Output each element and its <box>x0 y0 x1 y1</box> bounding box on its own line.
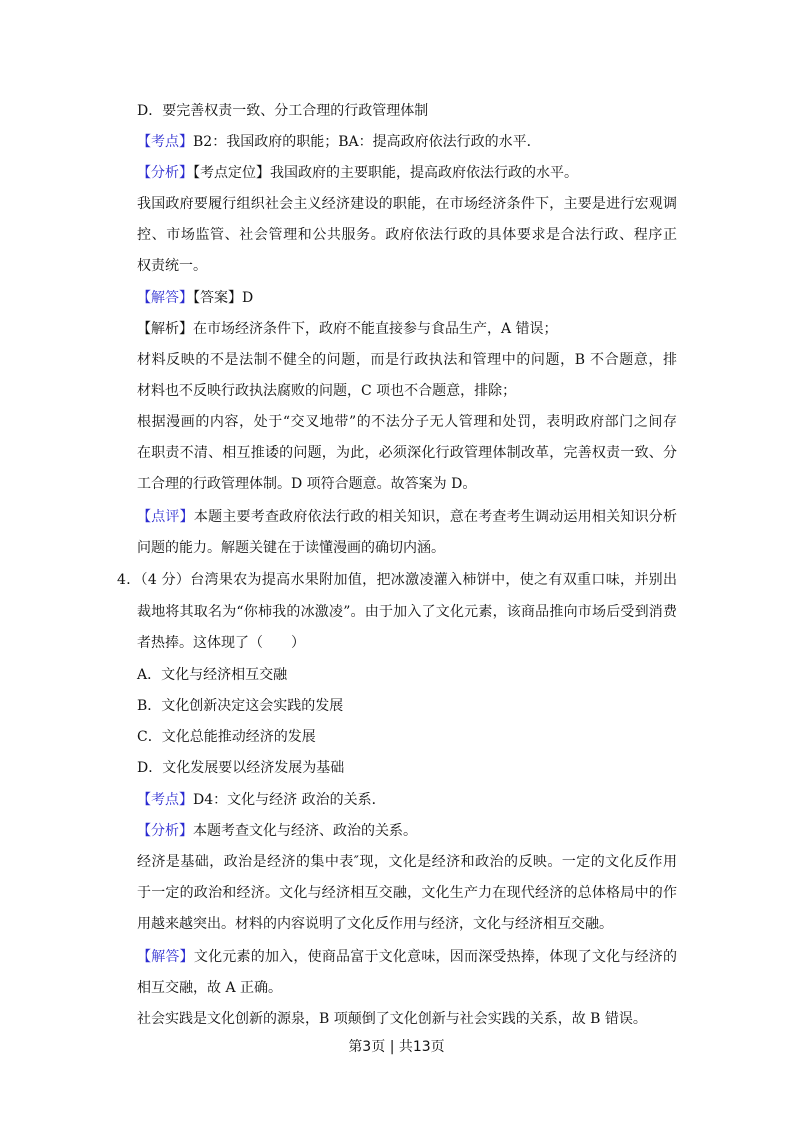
line-text: 【解析】在市场经济条件下，政府不能直接参与食品生产，A 错误； <box>137 320 558 337</box>
paragraph-line <box>137 1004 677 1035</box>
line-text: 于一定的政治和经济。文化与经济相互交融，文化生产力在现代经济的总体格局中的作 <box>137 884 677 901</box>
line-text: 本题主要考查政府依法行政的相关知识，意在考查考生调动运用相关知识分析 <box>193 508 677 525</box>
document-body <box>117 96 677 1035</box>
line-text: 根据漫画的内容，处于“交叉地带”的不法分子无人管理和处罚，表明政府部门之间存 <box>137 413 677 430</box>
paragraph-line <box>137 376 677 407</box>
fenxi-line <box>137 816 677 847</box>
line-text: 问题的能力。解题关键在于读懂漫画的确切内涵。 <box>137 539 445 556</box>
line-text: 裁地将其取名为“你柿我的冰激凌”。由于加入了文化元素，该商品推向市场后受到消费 <box>137 603 677 620</box>
line-text: D．要完善权责一致、分工合理的行政管理体制 <box>137 103 429 119</box>
line-text: 者热捧。这体现了（ ） <box>137 634 305 651</box>
line-text: 4．（4 分）台湾果农为提高水果附加值，把冰激凌灌入柿饼中，使之有双重口味，并别出 <box>117 572 677 589</box>
line-text: 材料反映的不是法制不健全的问题，而是行政执法和管理中的问题，B 不合题意，排 <box>137 351 677 368</box>
line-text: 我国政府要履行组织社会主义经济建设的职能，在市场经济条件下，主要是进行宏观调 <box>137 196 677 213</box>
paragraph-line <box>137 345 677 376</box>
kaodian-line <box>137 785 677 816</box>
paragraph-line <box>137 438 677 469</box>
line-text: 材料也不反映行政执法腐败的问题，C 项也不合题意，排除； <box>137 382 517 399</box>
line-text: D．文化发展要以经济发展为基础 <box>137 760 345 777</box>
paragraph-line <box>137 314 677 345</box>
line-text: B．文化创新决定这会实践的发展 <box>137 698 344 715</box>
line-text: 【考点定位】我国政府的主要职能，提高政府依法行政的水平。 <box>193 165 578 182</box>
paragraph-line <box>137 189 677 220</box>
paragraph-line <box>137 469 677 500</box>
paragraph-line <box>137 220 677 251</box>
line-text: C．文化总能推动经济的发展 <box>137 729 316 746</box>
jieda-line <box>137 283 677 314</box>
question-4-stem <box>117 565 677 596</box>
section-label: 【解答】 <box>137 289 193 306</box>
question-4-stem <box>137 628 677 659</box>
line-text: 【答案】D <box>193 289 254 306</box>
line-text: 在职责不清、相互推诿的问题，为此，必须深化行政管理体制改革，完善权责一致、分 <box>137 445 677 462</box>
fenxi-line <box>137 158 677 189</box>
paragraph-line <box>137 533 677 564</box>
total-pages: 共13页 <box>398 1039 445 1055</box>
line-text: D4：文化与经济 政治的关系． <box>193 791 386 808</box>
jieda-line <box>137 942 677 973</box>
section-label: 【分析】 <box>137 165 193 182</box>
line-text: B2：我国政府的职能；BA：提高政府依法行政的水平． <box>193 134 541 151</box>
line-text: 社会实践是文化创新的源泉，B 项颠倒了文化创新与社会实践的关系，故 B 错误。 <box>137 1010 647 1027</box>
option-d <box>137 753 677 784</box>
line-text: 相互交融，故 A 正确。 <box>137 979 283 996</box>
option-a <box>137 660 677 691</box>
kaodian-line <box>137 127 677 158</box>
line-text: A．文化与经济相互交融 <box>137 667 288 684</box>
footer-separator: | <box>389 1039 395 1055</box>
section-label: 【考点】 <box>137 134 193 151</box>
line-text: 本题考查文化与经济、政治的关系。 <box>193 822 417 839</box>
line-text: 工合理的行政管理体制。D 项符合题意。故答案为 D。 <box>137 476 477 493</box>
line-text: 经济是基础，政治是经济的集中表″现，文化是经济和政治的反映。一定的文化反作用 <box>137 853 677 870</box>
question-4-stem <box>137 597 677 628</box>
section-label: 【分析】 <box>137 822 193 839</box>
paragraph-line <box>137 878 677 909</box>
page-footer <box>0 1036 793 1056</box>
dianping-line <box>137 502 677 533</box>
section-label: 【点评】 <box>137 508 194 525</box>
section-label: 【考点】 <box>137 791 193 808</box>
line-text: 控、市场监管、社会管理和公共服务。政府依法行政的具体要求是合法行政、程序正 <box>137 227 677 244</box>
paragraph-line <box>137 973 677 1004</box>
paragraph-line <box>137 407 677 438</box>
line-text: 权责统一。 <box>137 258 207 275</box>
option-c <box>137 722 677 753</box>
section-label: 【解答】 <box>137 948 194 965</box>
paragraph-line <box>137 909 677 940</box>
page-number: 第3页 <box>348 1039 386 1055</box>
paragraph-line <box>137 251 677 282</box>
line-text: 用越来越突出。材料的内容说明了文化反作用与经济，文化与经济相互交融。 <box>137 915 613 932</box>
line-text: 文化元素的加入，使商品富于文化意味，因而深受热捧，体现了文化与经济的 <box>193 948 677 965</box>
option-d-line <box>137 96 677 127</box>
option-b <box>137 691 677 722</box>
paragraph-line <box>137 847 677 878</box>
